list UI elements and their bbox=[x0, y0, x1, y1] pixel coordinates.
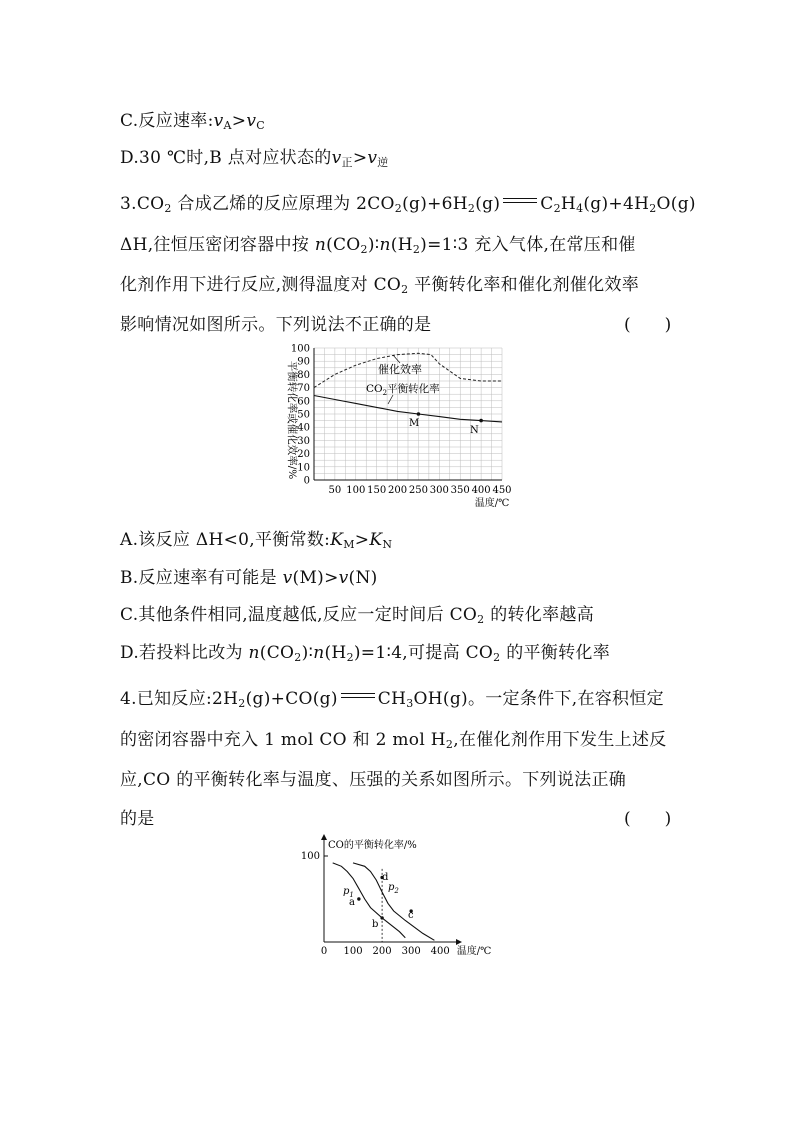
y-axis-arrow-icon bbox=[321, 834, 327, 840]
x-tick-label: 200 bbox=[372, 946, 392, 957]
q3-stem-line4: 影响情况如图所示。下列说法不正确的是 bbox=[120, 315, 432, 335]
p2-curve bbox=[353, 863, 434, 940]
q2-option-c: C.反应速率$:v_A>v_C$ bbox=[120, 111, 265, 132]
q3-option-a: A.该反应 ΔH<0,平衡常数$:K_M>K_N$ bbox=[120, 530, 393, 551]
x-tick-label: 400 bbox=[430, 946, 450, 957]
chart2-y100: 100 bbox=[300, 851, 320, 862]
point-b bbox=[380, 916, 383, 919]
q4-answer-blank: ( ) bbox=[624, 809, 672, 829]
q3-option-c: C.其他条件相同,温度越低,反应一定时间后 $CO_2$ 的转化率越高 bbox=[120, 605, 594, 626]
q4-stem-line1: 4.已知反应$:2H_2(g)+CO(g)$ $CH_3OH(g)$。一定条件下,在容积恒定 bbox=[120, 689, 664, 710]
q3-option-b: B.反应速率有可能是 v(M)>v(N) bbox=[120, 568, 378, 588]
x-tick-label: 0 bbox=[320, 946, 328, 957]
equilibrium-arrow-icon bbox=[503, 196, 537, 206]
p1-curve bbox=[333, 863, 406, 938]
chart1-x-ticks bbox=[329, 485, 512, 496]
x-tick-label: 300 bbox=[401, 946, 421, 957]
chart1-ylabel: 平衡转化率或催化效率/% bbox=[286, 360, 298, 480]
y-tick-label: 70 bbox=[297, 383, 310, 395]
y-tick-label: 50 bbox=[297, 409, 310, 421]
x-tick-label: 200 bbox=[388, 485, 408, 496]
chart-co2-conversion bbox=[276, 340, 516, 515]
y-tick-label: 30 bbox=[297, 435, 310, 447]
chart1-co2-leader bbox=[388, 395, 393, 404]
chart2-ylabel: CO的平衡转化率/% bbox=[328, 840, 417, 851]
x-tick-label: 100 bbox=[343, 946, 363, 957]
q3-stem-line2: ΔH,往恒压密闭容器中按 $n(CO_2)∶n(H_2)=1∶3$ 充入气体,在常压和催 bbox=[120, 235, 636, 256]
x-tick-label: 300 bbox=[429, 485, 449, 496]
q4-stem-line3: 应,CO 的平衡转化率与温度、压强的关系如图所示。下列说法正确 bbox=[120, 770, 627, 790]
chart2-point-a-label: a bbox=[349, 897, 355, 908]
x-tick-label: 450 bbox=[492, 485, 512, 496]
q4-stem-line4: 的是 bbox=[120, 809, 155, 829]
y-tick-label: 90 bbox=[297, 356, 310, 368]
y-tick-label: 60 bbox=[297, 396, 310, 408]
point-m bbox=[417, 412, 421, 416]
x-tick-label: 400 bbox=[471, 485, 491, 496]
chart2-p1-label: $p_1$ bbox=[343, 886, 354, 899]
equilibrium-arrow-icon bbox=[341, 691, 375, 701]
chart1-catalyst-label: 催化效率 bbox=[378, 363, 422, 376]
q3-stem-line1: $3.CO_2$ 合成乙烯的反应原理为 $2CO_2(g)+6H_2(g)$ $C_2H_4(g)+4H_2O(g)$ bbox=[120, 194, 696, 215]
y-tick-label: 80 bbox=[297, 369, 310, 381]
q3-answer-blank: ( ) bbox=[624, 315, 672, 335]
y-tick-label: 10 bbox=[297, 462, 310, 474]
x-tick-label: 250 bbox=[408, 485, 428, 496]
chart2-point-d-label: d bbox=[382, 872, 389, 883]
x-tick-label: 350 bbox=[450, 485, 470, 496]
chart1-xlabel: 温度/℃ bbox=[474, 498, 510, 509]
q3-stem-line3: 化剂作用下进行反应,测得温度对 $CO_2$ 平衡转化率和催化剂催化效率 bbox=[120, 275, 640, 296]
x-axis-arrow-icon bbox=[456, 939, 462, 945]
chart2-xlabel: 温度/℃ bbox=[456, 946, 492, 957]
chart1-point-m-label: M bbox=[409, 418, 420, 429]
point-n bbox=[479, 419, 483, 423]
chart2-point-c-label: c bbox=[408, 910, 414, 921]
point-a bbox=[357, 897, 360, 900]
x-tick-label: 50 bbox=[328, 485, 342, 496]
chart1-point-n-label: N bbox=[470, 425, 479, 436]
q3-option-d: D.若投料比改为 $n(CO_2)∶n(H_2)=1∶4$,可提高 $CO_2$ 的平衡转化率 bbox=[120, 643, 610, 664]
x-tick-label: 150 bbox=[367, 485, 387, 496]
q4-stem-line2: 的密闭容器中充入 1 mol CO 和 2 mol $H_2$,在催化剂作用下发生上述反 bbox=[120, 730, 667, 751]
chart2-x-ticks bbox=[321, 946, 450, 957]
y-tick-label: 40 bbox=[297, 422, 310, 434]
chart2-p2-label: $p_2$ bbox=[388, 882, 399, 895]
x-tick-label: 100 bbox=[346, 485, 366, 496]
chart2-point-b-label: b bbox=[372, 919, 379, 930]
y-tick-label: 100 bbox=[290, 343, 310, 355]
q2-option-d: D.30 ℃时,B 点对应状态的$v_正>v_逆$ bbox=[120, 148, 389, 169]
y-tick-label: 0 bbox=[303, 475, 310, 487]
chart-co-conversion bbox=[296, 832, 506, 962]
chart1-co2-label: $CO_2$平衡转化率 bbox=[366, 383, 440, 397]
y-tick-label: 20 bbox=[297, 449, 310, 461]
chart1-catalyst-leader bbox=[393, 355, 400, 363]
